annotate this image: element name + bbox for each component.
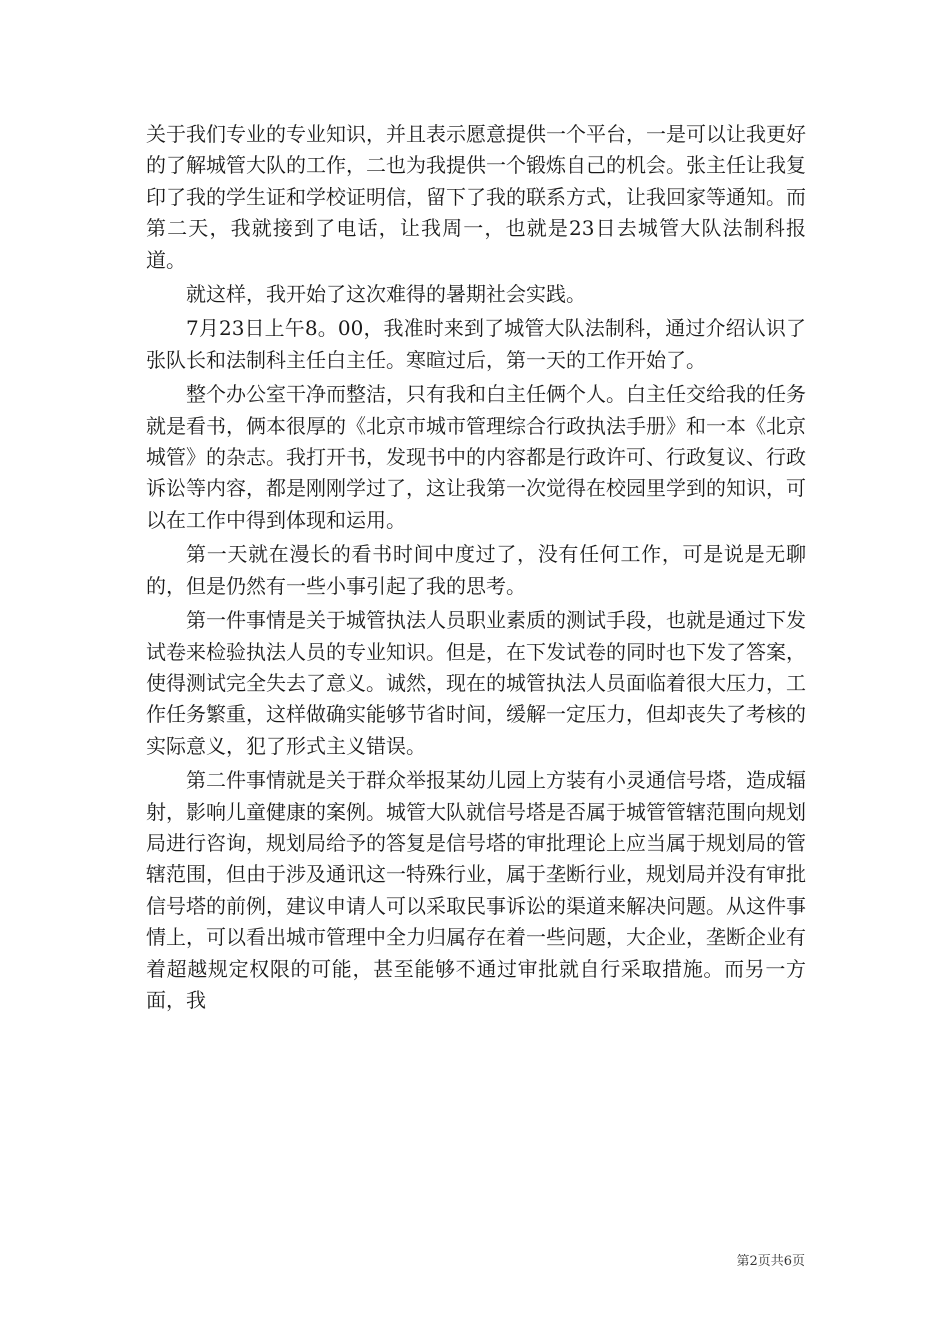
paragraph-3: 7月23日上午8。00，我准时来到了城管大队法制科，通过介绍认识了张队长和法制科主任白主任。寒暄过后，第一天的工作开始了。: [146, 316, 806, 372]
body-text: [146, 119, 806, 1019]
paragraph-4: 整个办公室干净而整洁，只有我和白主任俩个人。白主任交给我的任务就是看书，俩本很厚的《北京市城市管理综合行政执法手册》和一本《北京城管》的杂志。我打开书，发现书中的内容都是行政许可、行政复议、行政诉讼等内容，都是刚刚学过了，这让我第一次觉得在校园里学到的知识，可以在工作中得到体现和运用。: [146, 382, 806, 532]
paragraph-2: 就这样，我开始了这次难得的暑期社会实践。: [186, 282, 586, 307]
paragraph-1: 关于我们专业的专业知识，并且表示愿意提供一个平台，一是可以让我更好的了解城管大队的工作，二也为我提供一个锻炼自己的机会。张主任让我复印了我的学生证和学校证明信，留下了我的联系方式，让我回家等通知。而第二天，我就接到了电话，让我周一，也就是23日去城管大队法制科报道。: [146, 122, 806, 272]
paragraph-6: 第一件事情是关于城管执法人员职业素质的测试手段，也就是通过下发试卷来检验执法人员的专业知识。但是，在下发试卷的同时也下发了答案，使得测试完全失去了意义。诚然，现在的城管执法人员面临着很大压力，工作任务繁重，这样做确实能够节省时间，缓解一定压力，但却丧失了考核的实际意义，犯了形式主义错误。: [146, 608, 806, 758]
paragraph-7: 第二件事情就是关于群众举报某幼儿园上方装有小灵通信号塔，造成辐射，影响儿童健康的案例。城管大队就信号塔是否属于城管管辖范围向规划局进行咨询，规划局给予的答复是信号塔的审批理论上应当属于规划局的管辖范围，但由于涉及通讯这一特殊行业，属于垄断行业，规划局并没有审批信号塔的前例，建议申请人可以采取民事诉讼的渠道来解决问题。从这件事情上，可以看出城市管理中全力归属存在着一些问题，大企业，垄断企业有着超越规定权限的可能，甚至能够不通过审批就自行采取措施。而另一方面，我: [146, 768, 806, 1012]
paragraph-5: 第一天就在漫长的看书时间中度过了，没有任何工作，可是说是无聊的，但是仍然有一些小事引起了我的思考。: [146, 542, 806, 598]
page-number-footer: 第2页共6页: [736, 1254, 805, 1269]
